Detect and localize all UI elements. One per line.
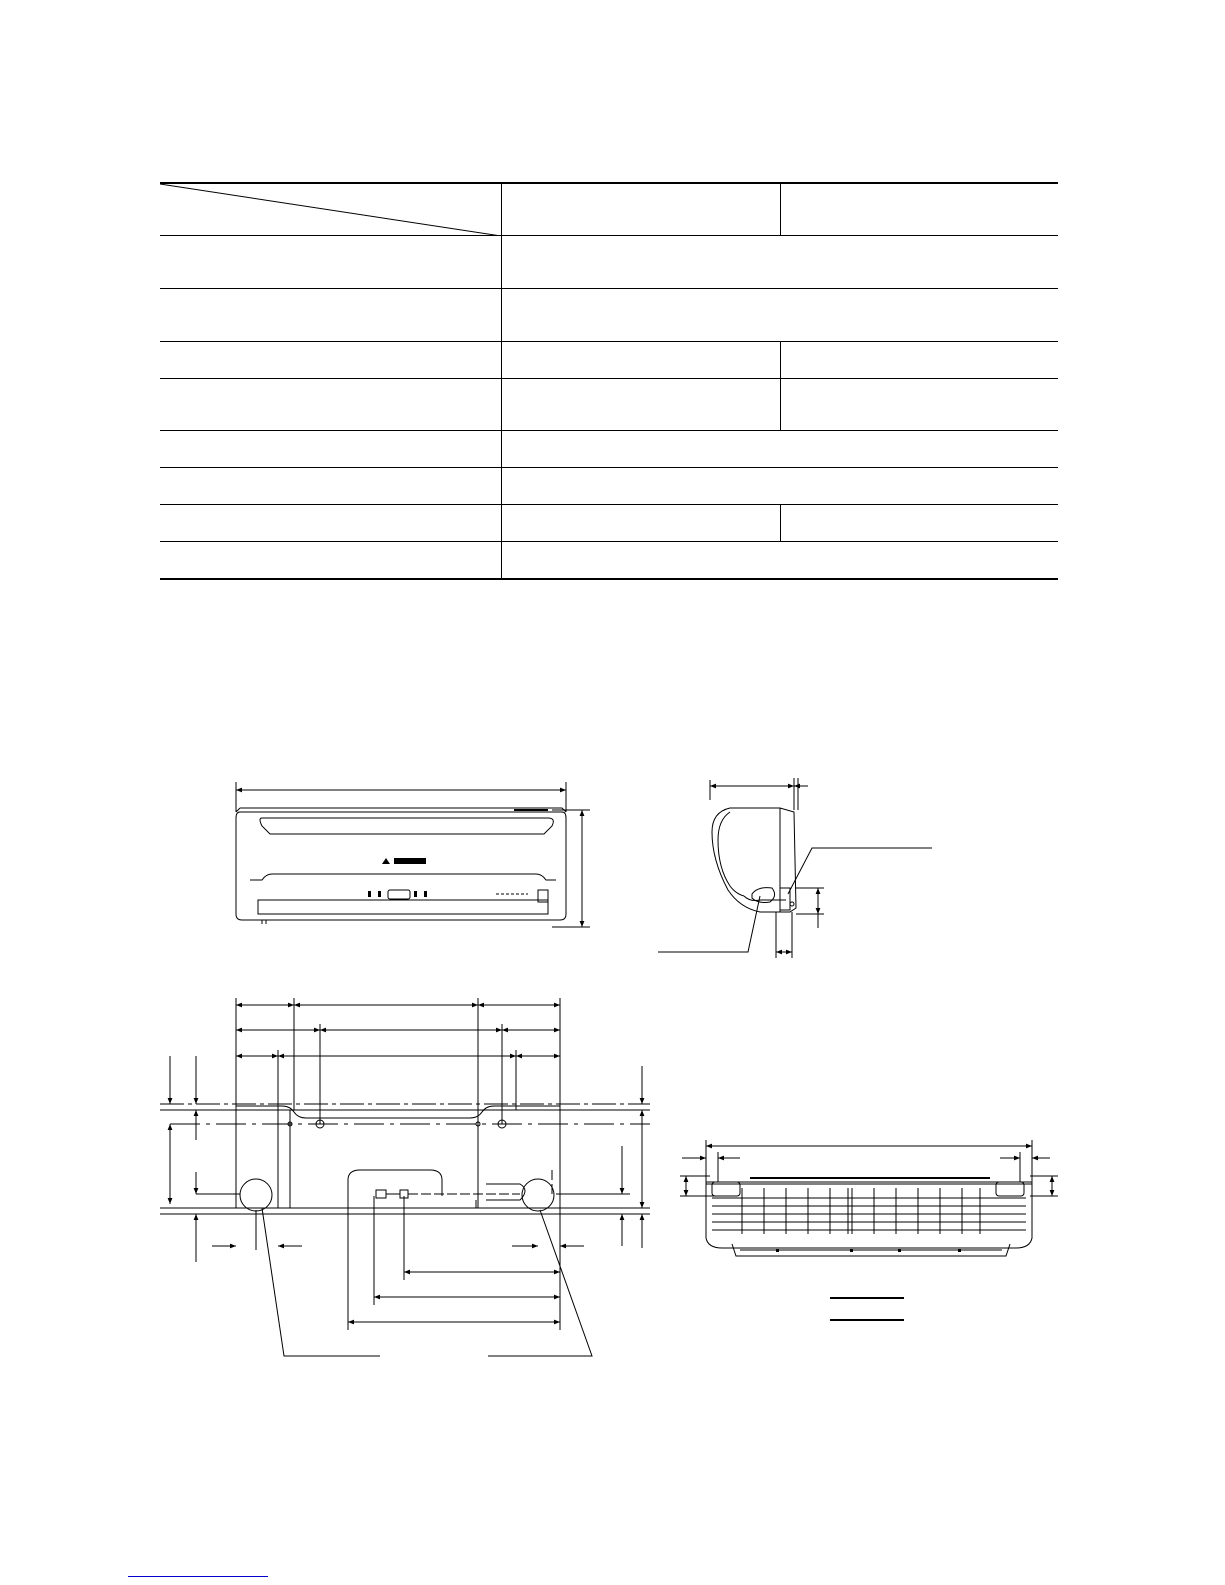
left-pipe-hole: [240, 1179, 272, 1211]
bottom-view-drawing: [680, 1140, 1058, 1320]
brand-logo-icon: [382, 858, 426, 864]
footer-link-underline[interactable]: [128, 1576, 268, 1577]
grille-lines: [712, 1188, 1026, 1234]
installation-plate-drawing: [160, 998, 650, 1356]
side-view-drawing: [658, 778, 932, 958]
front-view-drawing: [236, 782, 590, 927]
right-pipe-hole: [522, 1179, 554, 1211]
